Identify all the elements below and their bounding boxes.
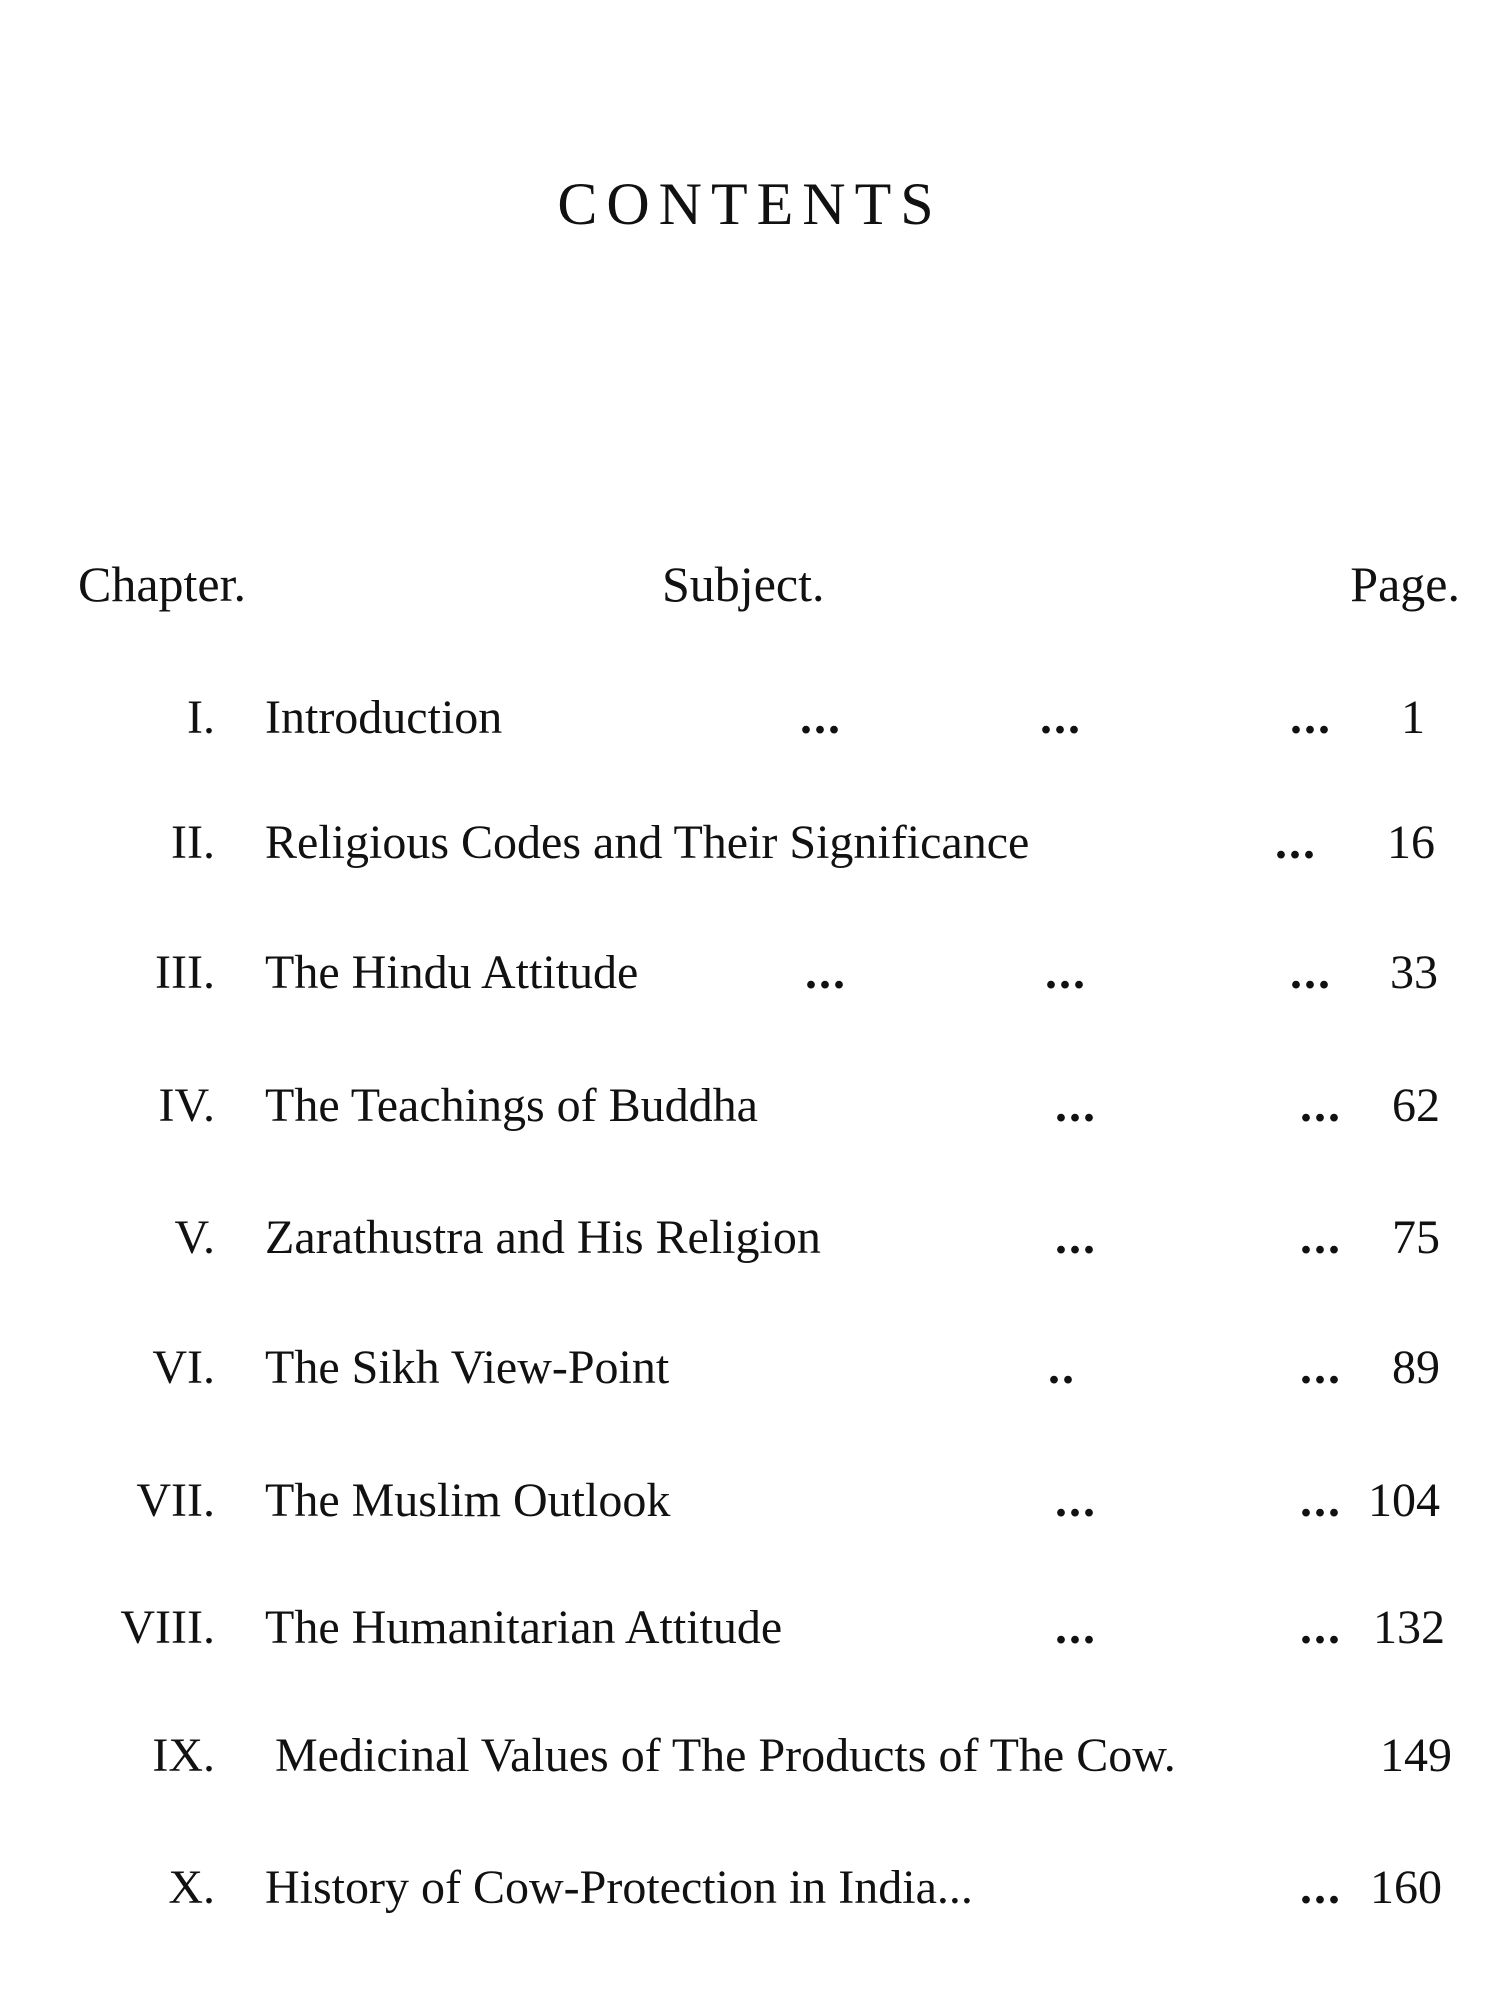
chapter-subject: Introduction xyxy=(265,691,503,744)
page-title: CONTENTS xyxy=(557,171,943,237)
page-number: 33 xyxy=(1390,946,1438,999)
toc-entry xyxy=(0,690,1500,760)
toc-entry xyxy=(0,1600,1500,1670)
toc-entry xyxy=(0,1340,1500,1410)
leader-dots: ... xyxy=(805,946,847,999)
chapter-number: VII. xyxy=(136,1474,215,1527)
chapter-number: X. xyxy=(168,1861,215,1914)
page-number: 132 xyxy=(1373,1601,1445,1654)
chapter-number: III. xyxy=(155,946,215,999)
leader-dots: ... xyxy=(1300,1211,1342,1264)
chapter-number: IX. xyxy=(152,1729,215,1782)
leader-dots: ... xyxy=(1045,946,1087,999)
leader-dots: .. xyxy=(1048,1341,1076,1394)
leader-dots: ... xyxy=(1055,1211,1097,1264)
chapter-subject: The Teachings of Buddha xyxy=(265,1079,758,1132)
leader-dots: ... xyxy=(800,691,842,744)
chapter-number: VI. xyxy=(152,1341,215,1394)
chapter-subject: The Humanitarian Attitude xyxy=(265,1601,783,1654)
leader-dots: ... xyxy=(1055,1601,1097,1654)
leader-dots: ... xyxy=(1290,946,1332,999)
chapter-number: IV. xyxy=(158,1079,215,1132)
leader-dots: ... xyxy=(1055,1474,1097,1527)
leader-dots: ... xyxy=(1300,1474,1342,1527)
toc-entry xyxy=(0,1210,1500,1280)
page-number: 75 xyxy=(1392,1211,1440,1264)
leader-dots: ... xyxy=(1300,1601,1342,1654)
chapter-subject: Religious Codes and Their Significance xyxy=(265,816,1030,869)
leader-dots: ... xyxy=(1300,1079,1342,1132)
page-number: 89 xyxy=(1392,1341,1440,1394)
page-number: 1 xyxy=(1401,691,1425,744)
chapter-subject: The Hindu Attitude xyxy=(265,946,639,999)
chapter-number: V. xyxy=(174,1211,215,1264)
toc-entry xyxy=(0,1728,1500,1798)
leader-dots: ... xyxy=(1055,1079,1097,1132)
leader-dots: ... xyxy=(1040,691,1082,744)
page-number: 160 xyxy=(1370,1861,1442,1914)
leader-dots: ... xyxy=(1290,691,1332,744)
page-number: 62 xyxy=(1392,1079,1440,1132)
chapter-subject: The Muslim Outlook xyxy=(265,1474,671,1527)
chapter-subject: History of Cow-Protection in India... xyxy=(265,1861,973,1914)
page-number: 149 xyxy=(1380,1729,1452,1782)
chapter-subject: Medicinal Values of The Products of The Cow. xyxy=(275,1729,1176,1782)
chapter-subject: The Sikh View-Point xyxy=(265,1341,670,1394)
leader-dots: ... xyxy=(1275,816,1317,869)
page-number: 16 xyxy=(1387,816,1435,869)
chapter-number: II. xyxy=(171,816,215,869)
toc-entry xyxy=(0,1078,1500,1148)
leader-dots: ... xyxy=(1300,1341,1342,1394)
chapter-column-header: Chapter. xyxy=(78,556,247,612)
page-column-header: Page. xyxy=(1350,556,1460,612)
page-number: 104 xyxy=(1368,1474,1440,1527)
toc-entry xyxy=(0,945,1500,1015)
toc-entry xyxy=(0,1860,1500,1930)
leader-dots: ... xyxy=(1300,1861,1342,1914)
subject-column-header: Subject. xyxy=(662,556,825,612)
toc-entry xyxy=(0,1473,1500,1543)
chapter-subject: Zarathustra and His Religion xyxy=(265,1211,821,1264)
toc-entry xyxy=(0,815,1500,885)
chapter-number: VIII. xyxy=(120,1601,215,1654)
chapter-number: I. xyxy=(187,691,215,744)
